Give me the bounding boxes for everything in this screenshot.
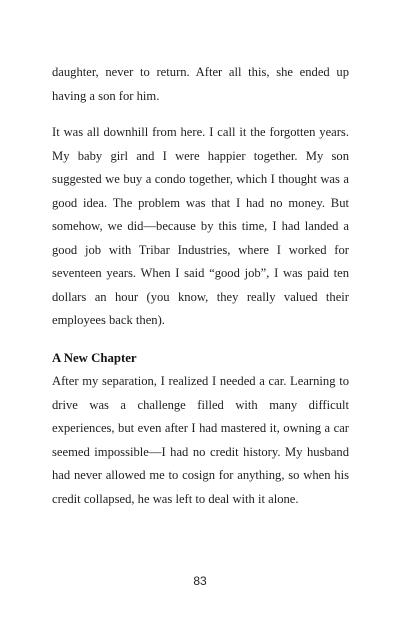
paragraph-opening: daughter, never to return. After all this, she ended up having a son for him.: [52, 65, 349, 103]
paragraph-forgotten-years: It was all downhill from here. I call it the forgotten years. My baby girl and I were happier together. My son suggested we buy a condo together, which I thought was a good idea. The problem was that I had no money. But somehow, we did—because by this time, I had landed a good job with Tribar Industries, where I worked for seventeen years. When I said “good job”, I was paid ten dollars an hour (you know, they really valued their employees back then).: [52, 125, 349, 327]
section-heading: A New Chapter: [52, 350, 137, 365]
body-text: [52, 61, 349, 511]
paragraph-new-chapter: After my separation, I realized I needed a car. Learning to drive was a challenge filled with many difficult experiences, but even after I had mastered it, owning a car seemed impossible—I had no credit history. My husband had never allowed me to cosign for anything, so when his credit collapsed, he was left to deal with it alone.: [52, 374, 349, 506]
page-number: 83: [193, 574, 207, 588]
